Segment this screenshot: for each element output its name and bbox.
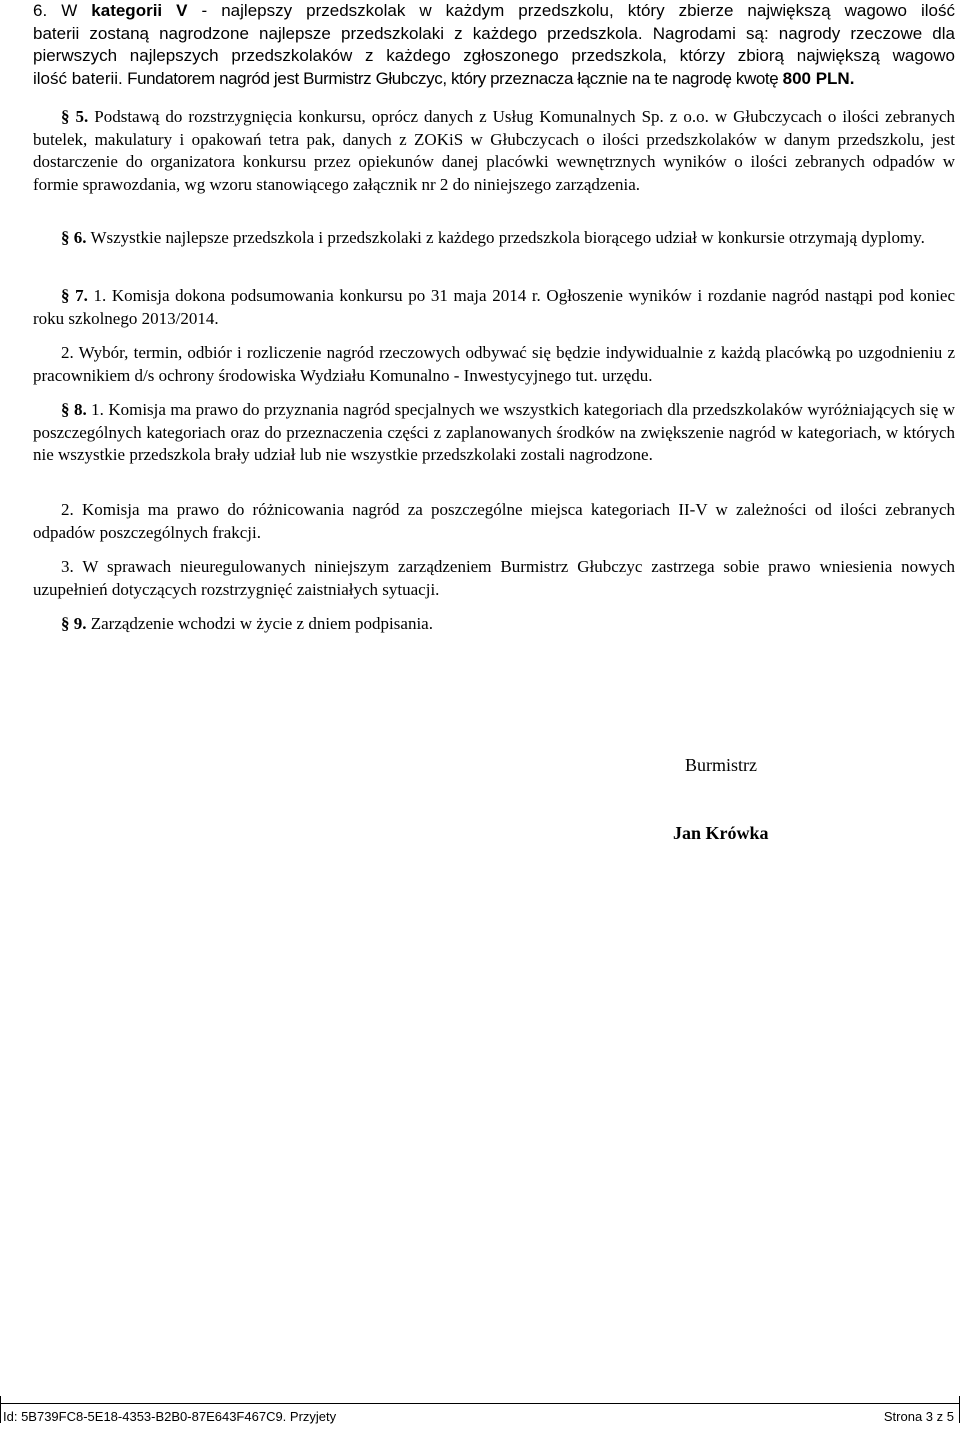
section-sign-5: § 5. bbox=[61, 107, 89, 126]
category-5-paragraph: 6. W kategorii V - najlepszy przedszkolak w każdym przedszkolu, który zbierze największą wagowo ilość baterii zostaną nagrodzone najlepsze przedszkolaki z każdego przedszkola. Nagrodami są: nagrody rzeczowe dla pierwszych najlepszych przedszkolaków z każdego zgłoszonego przedszkola, którzy zbiorą największą wagowo ilość baterii. Fundatorem nagród jest Burmistrz Głubczyc, który przeznacza łącznie na te nagrodę kwotę 800 PLN. bbox=[33, 1, 956, 88]
signature-title: Burmistrz bbox=[685, 755, 757, 775]
paragraph-8: § 8. 1. Komisja ma prawo do przyznania nagród specjalnych we wszystkich kategoriach dla przedszkolaków wyróżniających się w poszczególnych kategoriach oraz do przeznaczenia części z zaplanowanych środków na zwiększenie nagród w kategoriach, w których nie wszystkie przedszkola brały udział lub nie wszystkie przedszkolaki zostali nagrodzone. bbox=[33, 400, 955, 464]
paragraph-8-point-3: 3. W sprawach nieuregulowanych niniejszym zarządzeniem Burmistrz Głubczyc zastrzega sobie prawo wniesienia nowych uzupełnień dotyczących rozstrzygnięć zaistniałych sytuacji. bbox=[33, 557, 955, 599]
point-number: 6. W bbox=[33, 1, 92, 20]
category-label: kategorii V bbox=[91, 1, 188, 20]
paragraph-7-point-2: 2. Wybór, termin, odbiór i rozliczenie nagród rzeczowych odbywać się będzie indywidualnie z każdą placówką po uzgodnieniu z pracownikiem d/s ochrony środowiska Wydziału Komunalno - Inwestycyjnego tut. urzędu. bbox=[33, 343, 955, 385]
paragraph-7: § 7. 1. Komisja dokona podsumowania konkursu po 31 maja 2014 r. Ogłoszenie wyników i rozdanie nagród nastąpi pod koniec roku szkolnego 2013/2014. bbox=[33, 286, 956, 328]
footer bbox=[0, 1403, 960, 1424]
paragraph-6: § 6. Wszystkie najlepsze przedszkola i przedszkolaki z każdego przedszkola biorącego udział w konkursie otrzymają dyplomy. bbox=[61, 228, 925, 247]
signature-name: Jan Krówka bbox=[673, 823, 769, 843]
section-sign-7: § 7. bbox=[61, 286, 88, 305]
prize-amount: 800 PLN. bbox=[782, 68, 855, 88]
document-id: Id: 5B739FC8-5E18-4353-B2B0-87E643F467C9. Przyjety bbox=[3, 1409, 337, 1424]
page-number: Strona 3 z 5 bbox=[883, 1409, 954, 1424]
section-sign-6: § 6. bbox=[61, 228, 87, 247]
section-sign-9: § 9. bbox=[61, 614, 87, 633]
section-sign-8: § 8. bbox=[61, 400, 87, 419]
paragraph-8-point-2: 2. Komisja ma prawo do różnicowania nagród za poszczególne miejsca kategoriach II-V w zależności od ilości zebranych odpadów poszczególnych frakcji. bbox=[33, 500, 955, 542]
paragraph-9: § 9. Zarządzenie wchodzi w życie z dniem podpisania. bbox=[61, 614, 433, 633]
paragraph-5: § 5. Podstawą do rozstrzygnięcia konkursu, oprócz danych z Usług Komunalnych Sp. z o.o. w Głubczycach o ilości zebranych butelek, makulatury i opakowań tetra pak, danych z ZOKiS w Głubczycach o ilości przedszkolaków w danym przedszkolu, jest dostarczenie do organizatora konkursu przez opiekunów danej placówki wewnętrznych wyników o ilości zebranych odpadów w formie sprawozdania, wg wzoru stanowiącego załącznik nr 2 do niniejszego zarządzenia. bbox=[33, 107, 955, 194]
